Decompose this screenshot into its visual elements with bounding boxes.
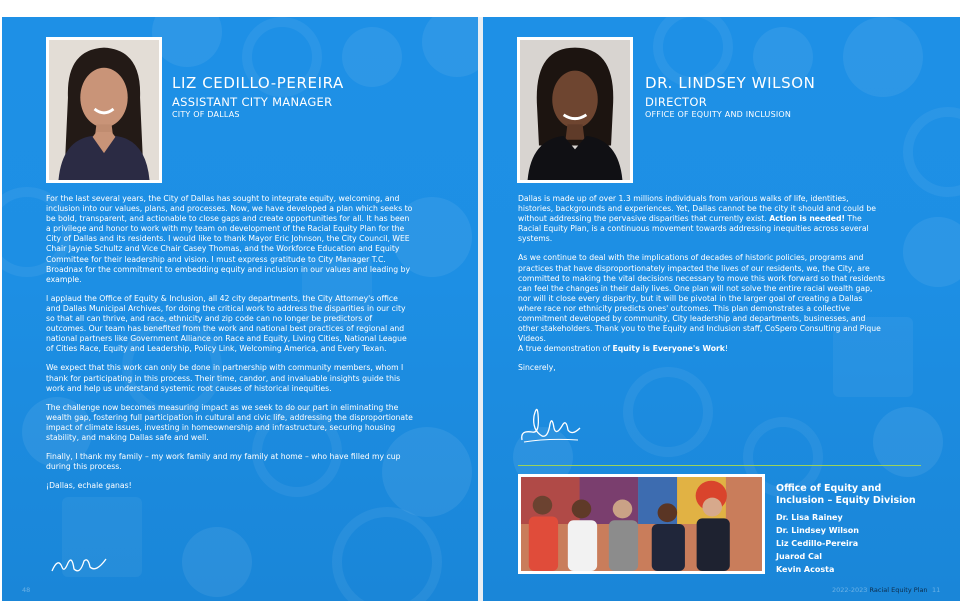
team-member: Dr. Lisa Rainey (776, 513, 843, 522)
footer-year: 2022-2023 (832, 586, 868, 594)
equity-everyones-work-emphasis: Equity is Everyone's Work (612, 344, 725, 354)
left-paragraph: The challenge now becomes measuring impact as we seek to do our part in eliminating the wealth gap, fostering full participation in cultural and civic life, addressing the disproportionate impact of climate issues, investing in homeownership and infrastructure, securing housing stability, and making Dallas safe and well. (46, 402, 413, 442)
right-letter-body (518, 194, 886, 383)
left-paragraph: Finally, I thank my family – my work family and my family at home – who have filled my cup during this process. (46, 452, 401, 472)
left-letter-body (46, 194, 414, 500)
left-leader-name: LIZ CEDILLO-PEREIRA (172, 74, 344, 92)
left-signature (50, 553, 110, 577)
team-member-list (776, 511, 859, 576)
closing-line: Sincerely, (518, 363, 556, 373)
section-divider (518, 465, 921, 466)
right-paragraph-2-last-suffix: ! (724, 344, 728, 354)
lindsey-wilson-portrait (517, 37, 633, 183)
left-leader-organization: CITY OF DALLAS (172, 110, 240, 119)
right-paragraph-1-tail: The Racial Equity Plan, is a continuous movement towards addressing inequities across several systems. (518, 214, 869, 244)
left-paragraph: We expect that this work can only be done in partnership with community members, whom I thank for participating in this process. Their time, candor, and invaluable insights guide this work and help us understand systemic root causes of historical inequities. (46, 363, 404, 393)
right-paragraph-2-last-prefix: A true demonstration of (518, 344, 611, 354)
right-paragraph-1-text: Dallas is made up of over 1.3 millions individuals from various walks of life, identities, histories, backgrounds and experiences. Yet, Dallas cannot be the city it should and could be without addressing the pervasive disparities that currently exist. (518, 194, 876, 224)
team-member: Juarod Cal (776, 552, 823, 561)
action-needed-emphasis: Action is needed! (769, 214, 845, 224)
footer-label (832, 586, 928, 594)
team-member: Liz Cedillo-Pereira (776, 539, 859, 548)
right-leader-name: DR. LINDSEY WILSON (645, 74, 816, 92)
liz-cedillo-pereira-portrait (46, 37, 162, 183)
footer-plan-name: Racial Equity Plan (869, 586, 928, 594)
left-paragraph: ¡Dallas, echale ganas! (46, 481, 132, 491)
left-paragraph: I applaud the Office of Equity & Inclusion, all 42 city departments, the City Attorney's office and Dallas Municipal Archives, for doing the critical work to address the disparities in our city so that all can thrive, and race, ethnicity and zip code can no longer be predictors of outcomes. Our team has benefited from the work and national best practices of regional and national partners like Government Alliance on Race and Equity, Living Cities, National League of Cities Race, Equity and Leadership, Policy Link, Welcoming America, and Every Texan. (46, 293, 407, 354)
right-paragraph-2-text: As we continue to deal with the implications of decades of historic policies, programs and practices that have disproportionately impacted the lives of our residents, we, the City, are committed to making the vital decisions necessary to move this work forward so that residents can feel the changes in their daily lives. One plan will not solve the entire racial wealth gap, nor will it close every disparity, but it will be pivotal in the larger goal of creating a Dallas where race nor ethnicity predicts ones' outcomes. This plan demonstrates a collective commitment developed by community, City leadership and departments, businesses, and other stakeholders. Thank you to the Equity and Inclusion staff, CoSpero Consulting and Pique Videos. (518, 253, 885, 344)
right-leader-organization: OFFICE OF EQUITY AND INCLUSION (645, 110, 792, 119)
team-title: Office of Equity and Inclusion – Equity Division (776, 483, 916, 506)
right-leader-title: DIRECTOR (645, 95, 707, 109)
right-paragraph-2 (518, 253, 886, 354)
team-member: Kevin Acosta (776, 565, 835, 574)
left-page-number: 48 (22, 586, 31, 594)
team-member: Dr. Lindsey Wilson (776, 526, 859, 535)
left-paragraph: For the last several years, the City of Dallas has sought to integrate equity, welcoming, and inclusion into our values, plans, and processes. Now, we have developed a plan which seeks to be bold, transparent, and actionable to close gaps and create opportunities for all. It has been a privilege and honor to work with my team on development of the Racial Equity Plan for the City of Dallas and its residents. I would like to thank Mayor Eric Johnson, the City Council, WEE Chair Jaynie Schultz and Vice Chair Casey Thomas, and the Workforce Education and Equity Committee for their leadership and vision. I must express gratitude to City Manager T.C. Broadnax for the commitment to embedding equity and inclusion in our values and leading by example. (46, 194, 413, 284)
right-signature (518, 402, 588, 446)
right-page-number: 11 (932, 586, 941, 594)
equity-division-team-photo (518, 474, 765, 574)
left-leader-title: ASSISTANT CITY MANAGER (172, 95, 333, 109)
right-paragraph-1 (518, 194, 886, 244)
